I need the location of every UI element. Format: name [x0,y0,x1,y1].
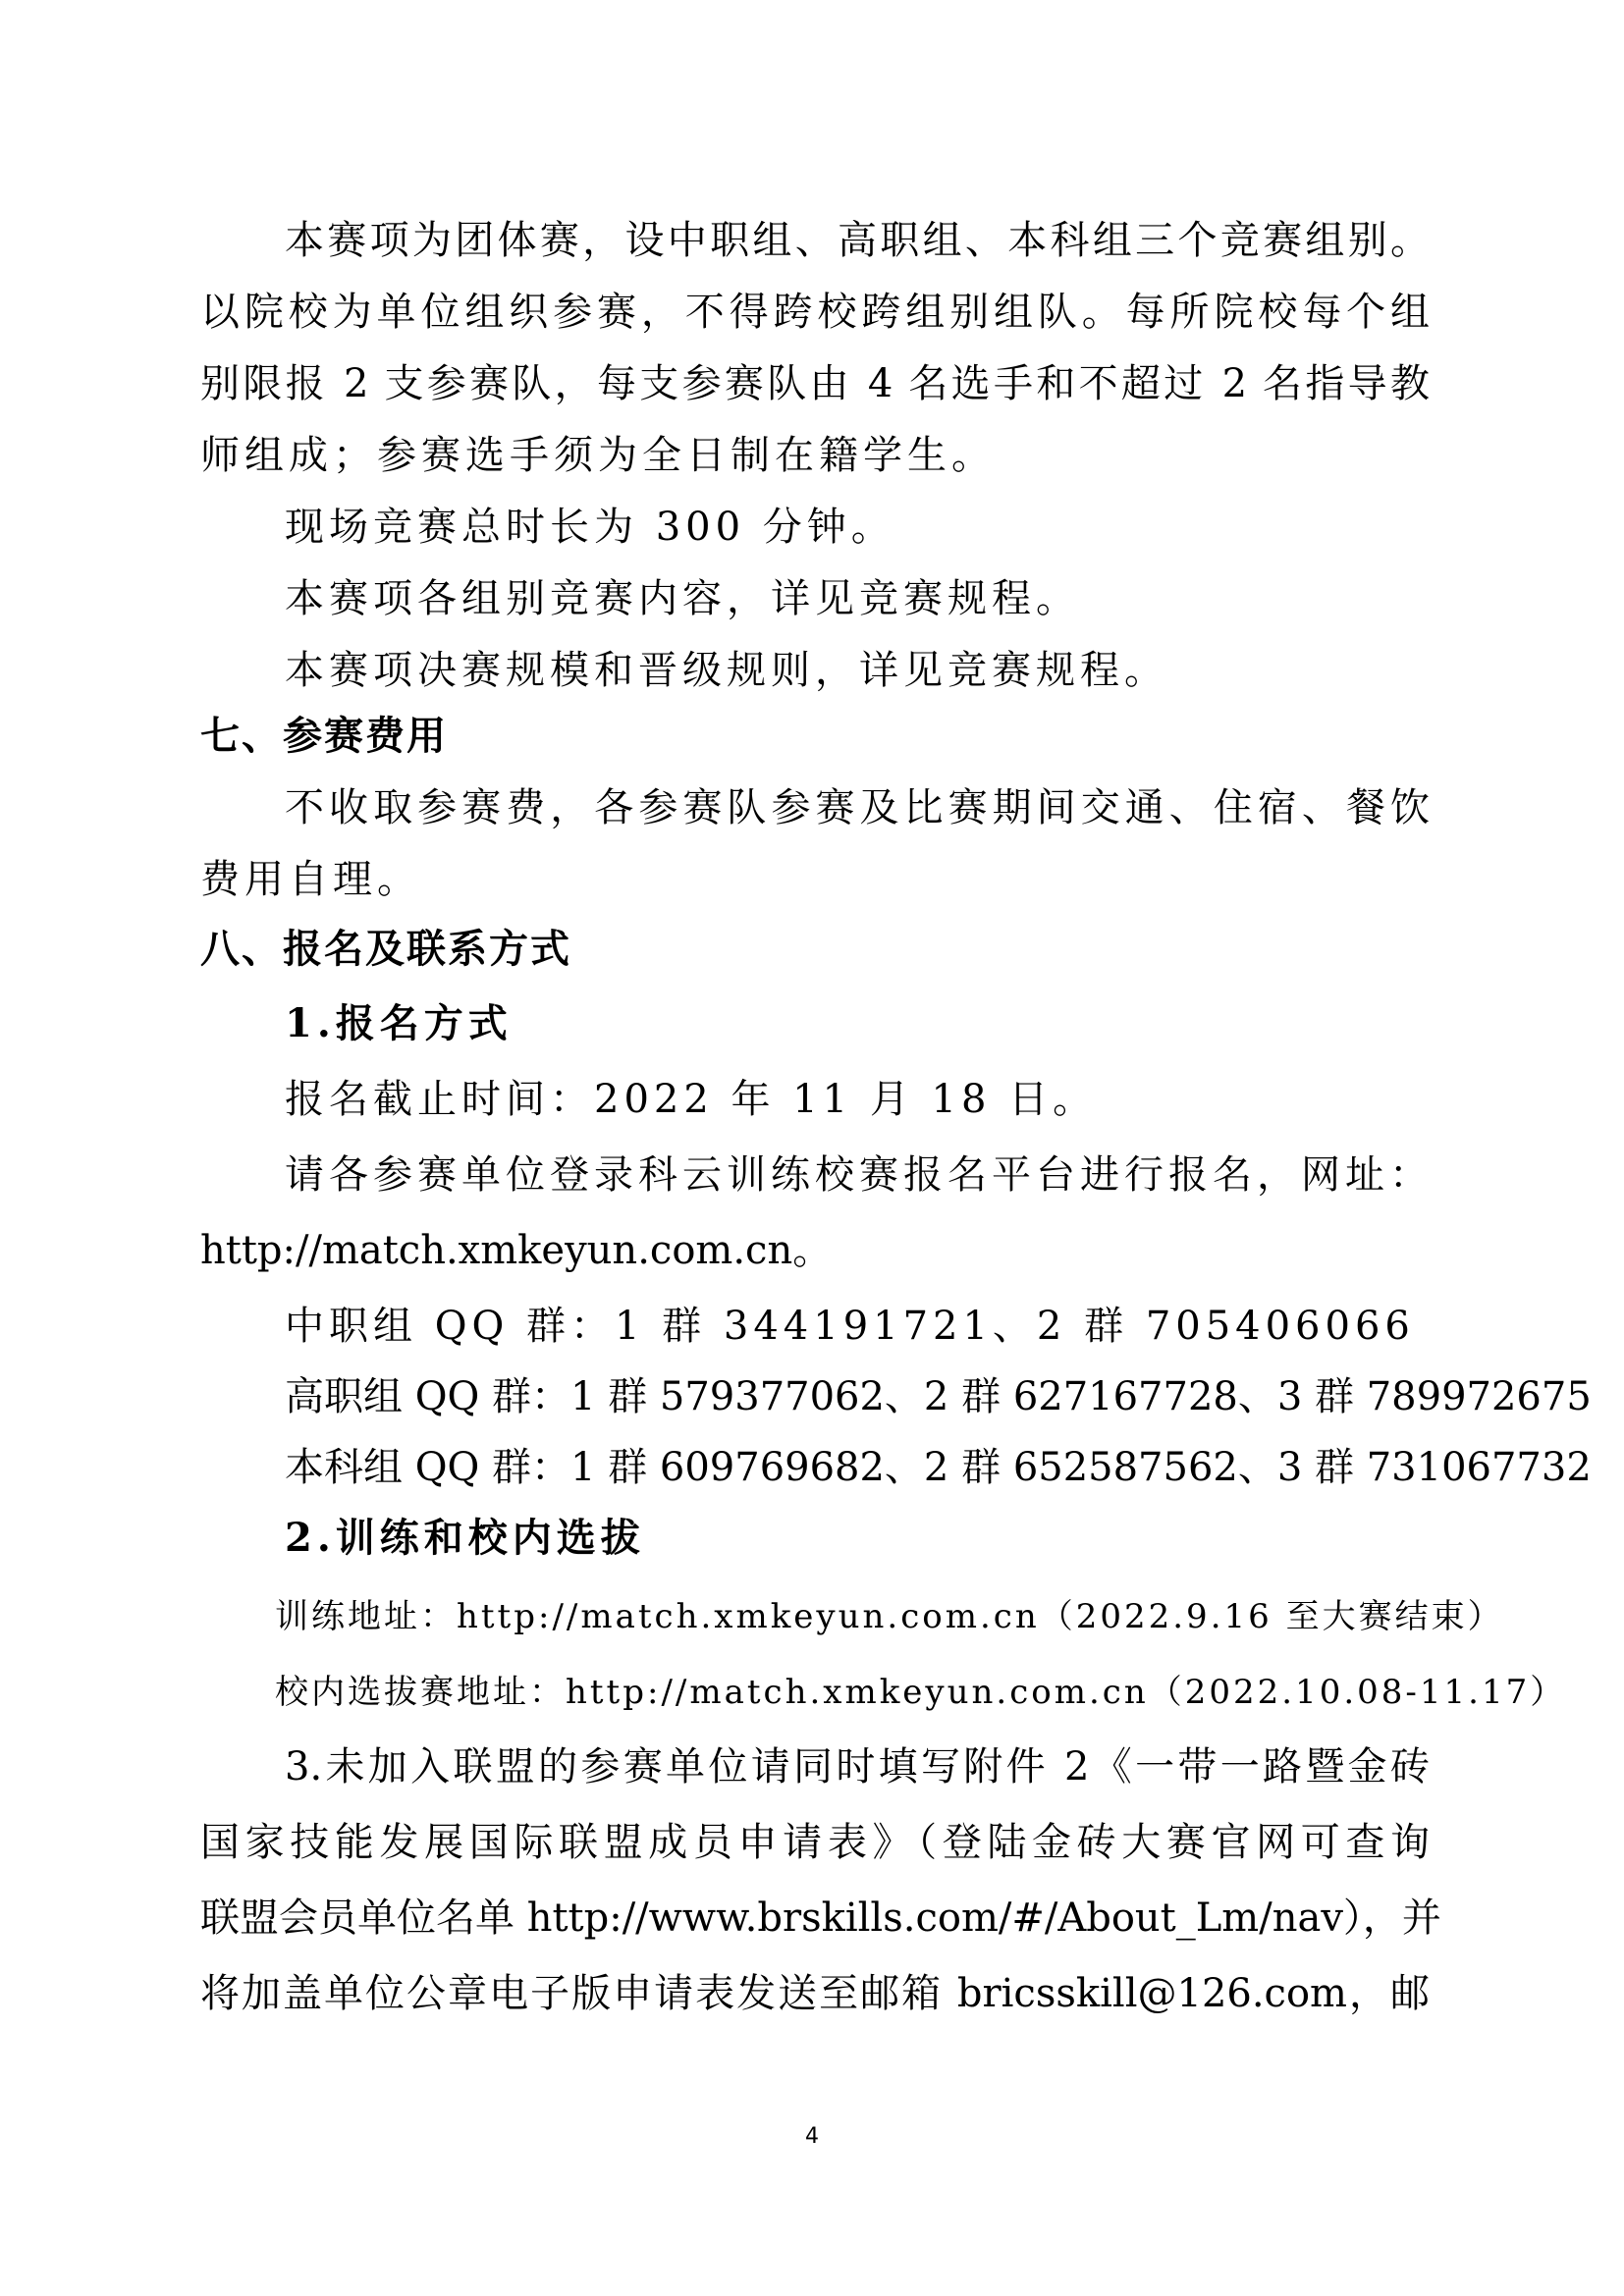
section-heading: 七、参赛费用 [200,714,448,759]
paragraph-line: 联盟会员单位名单 http://www.brskills.com/#/About_Lm/nav），并 [200,1896,1441,1941]
paragraph-line: 本赛项为团体赛，设中职组、高职组、本科组三个竞赛组别。 [285,218,1430,263]
subsection-title: 1.报名方式 [285,1000,513,1046]
paragraph-line: 本赛项各组别竞赛内容，详见竞赛规程。 [285,576,1080,621]
paragraph-line: 以院校为单位组织参赛，不得跨校跨组别组队。每所院校每个组 [200,290,1430,335]
registration-url[interactable]: http://match.xmkeyun.com.cn。 [200,1228,833,1273]
paragraph-line: 不收取参赛费，各参赛队参赛及比赛期间交通、住宿、餐饮 [285,785,1430,830]
paragraph-line: 别限报 2 支参赛队，每支参赛队由 4 名选手和不超过 2 名指导教 [200,361,1430,406]
qq-group-zhongzhi: 中职组 QQ 群：1 群 344191721、2 群 705406066 [285,1304,1415,1349]
paragraph-line: 国家技能发展国际联盟成员申请表》（登陆金砖大赛官网可查询 [200,1820,1430,1865]
section-heading: 八、报名及联系方式 [200,927,571,972]
paragraph-line: 3.未加入联盟的参赛单位请同时填写附件 2《一带一路暨金砖 [285,1744,1430,1789]
paragraph-line: 现场竞赛总时长为 300 分钟。 [285,505,895,550]
paragraph-line: 本赛项决赛规模和晋级规则，详见竞赛规程。 [285,648,1168,693]
training-address: 训练地址：http://match.xmkeyun.com.cn（2022.9.16 至大赛结束） [275,1597,1504,1636]
paragraph-line: 师组成；参赛选手须为全日制在籍学生。 [200,433,996,478]
paragraph-line: 将加盖单位公章电子版申请表发送至邮箱 bricsskill@126.com，邮 [200,1971,1430,2016]
page-number: 4 [805,2124,819,2149]
qq-group-benke: 本科组 QQ 群：1 群 609769682、2 群 652587562、3 群 731067732 [285,1445,1592,1490]
subsection-title: 2.训练和校内选拔 [285,1515,645,1561]
paragraph-line: 费用自理。 [200,857,421,902]
paragraph-line: 请各参赛单位登录科云训练校赛报名平台进行报名，网址： [285,1152,1434,1198]
deadline-text: 报名截止时间：2022 年 11 月 18 日。 [285,1077,1098,1122]
selection-address: 校内选拔赛地址：http://match.xmkeyun.com.cn（2022.10.08-11.17） [275,1673,1567,1712]
qq-group-gaozhi: 高职组 QQ 群：1 群 579377062、2 群 627167728、3 群 789972675 [285,1374,1592,1419]
